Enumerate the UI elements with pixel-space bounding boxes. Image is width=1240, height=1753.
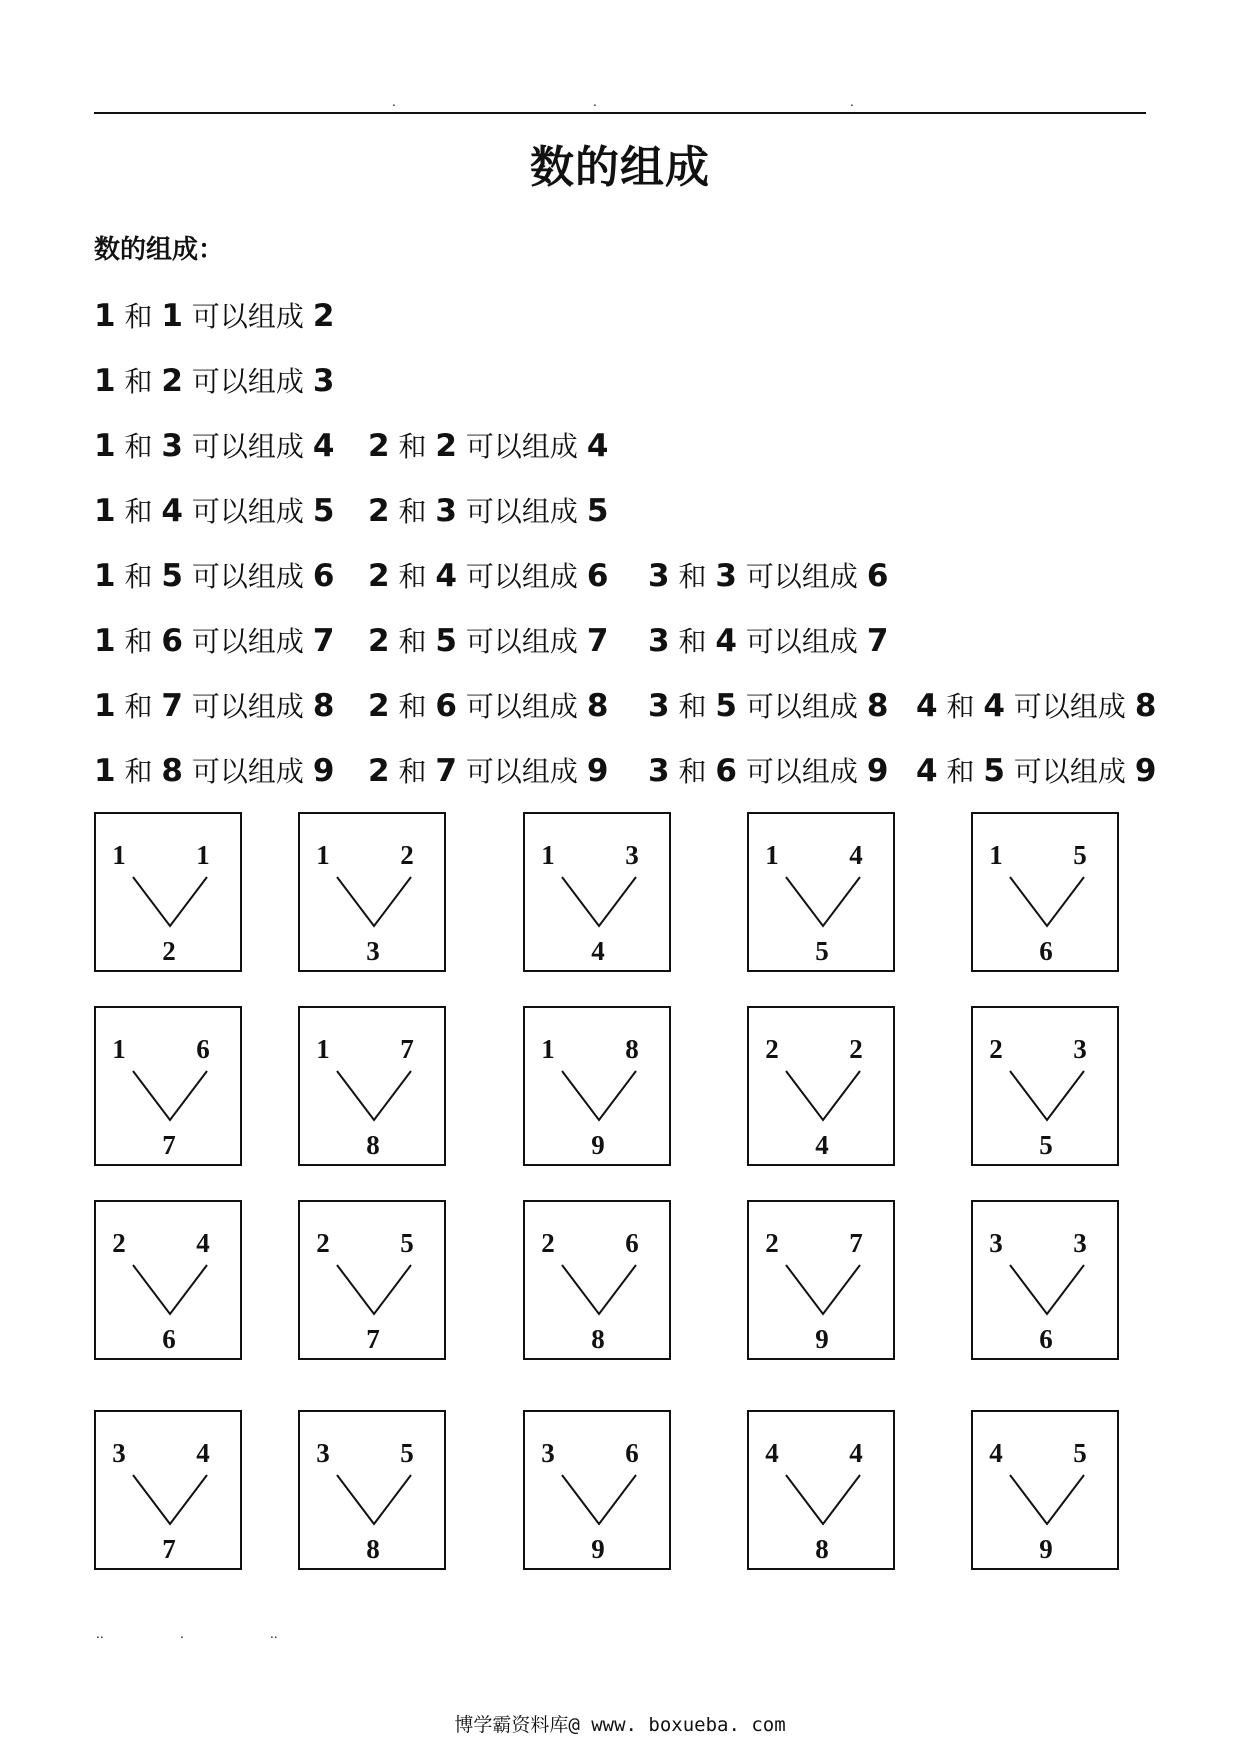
right-number: 4 <box>196 1438 210 1468</box>
combination-item <box>368 491 608 532</box>
addend-b: 5 <box>161 558 183 594</box>
addend-a: 2 <box>368 753 390 789</box>
combination-line <box>94 361 1194 401</box>
word-and: 和 <box>398 495 427 528</box>
combination-item <box>916 686 1156 727</box>
header-rule <box>94 112 1146 114</box>
right-number: 4 <box>849 840 863 870</box>
sum: 7 <box>312 623 335 659</box>
combination-line <box>94 686 1194 726</box>
addend-b: 7 <box>161 688 183 724</box>
addend-a: 2 <box>368 558 390 594</box>
left-number: 2 <box>765 1034 779 1064</box>
split-v-line <box>337 877 411 926</box>
word-and: 和 <box>678 755 707 788</box>
bottom-mark: .. <box>96 1627 104 1641</box>
right-number: 7 <box>400 1034 414 1064</box>
decomposition-box <box>94 812 242 972</box>
bottom-mark: .. <box>270 1627 278 1641</box>
decomposition-box <box>298 1410 446 1570</box>
left-number: 2 <box>989 1034 1003 1064</box>
word-can-compose: 可以组成 <box>1013 755 1126 788</box>
decomposition-box <box>298 1200 446 1360</box>
addend-b: 5 <box>983 753 1005 789</box>
split-v-line <box>133 877 207 926</box>
decomposition-box <box>747 1200 895 1360</box>
word-and: 和 <box>398 755 427 788</box>
split-lines <box>561 876 637 928</box>
word-can-compose: 可以组成 <box>1013 690 1126 723</box>
right-number: 3 <box>1073 1228 1087 1258</box>
split-lines <box>336 876 412 928</box>
decomposition-box <box>94 1200 242 1360</box>
left-number: 3 <box>112 1438 126 1468</box>
decomposition-box <box>298 1006 446 1166</box>
decomposition-box <box>747 1410 895 1570</box>
word-can-compose: 可以组成 <box>191 300 304 333</box>
sum: 5 <box>586 493 609 529</box>
footer-watermark: 博学霸资料库@ www. boxueba. com <box>454 1714 786 1736</box>
decomposition-box <box>523 1200 671 1360</box>
combination-line <box>94 296 1194 336</box>
split-lines <box>132 1070 208 1122</box>
addend-b: 5 <box>435 623 457 659</box>
word-can-compose: 可以组成 <box>191 755 304 788</box>
sum: 2 <box>312 298 335 334</box>
word-can-compose: 可以组成 <box>191 690 304 723</box>
sum: 8 <box>312 688 335 724</box>
decomposition-box <box>523 1006 671 1166</box>
word-and: 和 <box>678 690 707 723</box>
split-lines <box>132 876 208 928</box>
total-number: 6 <box>1039 936 1053 966</box>
addend-a: 3 <box>648 623 670 659</box>
total-number: 8 <box>366 1534 380 1564</box>
addend-a: 1 <box>94 753 116 789</box>
split-v-line <box>562 1071 636 1120</box>
right-number: 7 <box>849 1228 863 1258</box>
combination-item <box>368 621 608 662</box>
combination-line <box>94 556 1194 596</box>
sum: 9 <box>312 753 335 789</box>
left-number: 2 <box>112 1228 126 1258</box>
word-can-compose: 可以组成 <box>465 495 578 528</box>
word-can-compose: 可以组成 <box>465 755 578 788</box>
right-number: 3 <box>1073 1034 1087 1064</box>
sum: 7 <box>866 623 889 659</box>
right-number: 2 <box>849 1034 863 1064</box>
word-and: 和 <box>678 625 707 658</box>
split-v-line <box>133 1071 207 1120</box>
addend-a: 1 <box>94 558 116 594</box>
word-can-compose: 可以组成 <box>191 495 304 528</box>
addend-a: 2 <box>368 493 390 529</box>
right-number: 5 <box>1073 840 1087 870</box>
right-number: 4 <box>849 1438 863 1468</box>
sum: 9 <box>866 753 889 789</box>
left-number: 1 <box>765 840 779 870</box>
word-and: 和 <box>398 560 427 593</box>
decomposition-box <box>971 1200 1119 1360</box>
split-lines <box>1009 1474 1085 1526</box>
split-lines <box>132 1474 208 1526</box>
split-v-line <box>786 1475 860 1524</box>
left-number: 1 <box>112 1034 126 1064</box>
sum: 7 <box>586 623 609 659</box>
combination-line <box>94 491 1194 531</box>
word-and: 和 <box>124 690 153 723</box>
combination-item <box>368 426 608 467</box>
left-number: 4 <box>765 1438 779 1468</box>
split-v-line <box>133 1265 207 1314</box>
page-title: 数的组成 <box>530 142 710 193</box>
addend-b: 3 <box>435 493 457 529</box>
sum: 3 <box>312 363 335 399</box>
header-dot: . <box>392 95 396 109</box>
split-v-line <box>786 1071 860 1120</box>
addend-b: 6 <box>715 753 737 789</box>
decomposition-box <box>523 1410 671 1570</box>
right-number: 4 <box>196 1228 210 1258</box>
combination-item <box>94 361 334 402</box>
left-number: 2 <box>316 1228 330 1258</box>
word-can-compose: 可以组成 <box>191 560 304 593</box>
total-number: 7 <box>162 1534 176 1564</box>
combination-item <box>94 296 334 337</box>
decomposition-box <box>298 812 446 972</box>
split-lines <box>1009 1070 1085 1122</box>
word-and: 和 <box>124 625 153 658</box>
split-v-line <box>562 877 636 926</box>
word-and: 和 <box>124 365 153 398</box>
word-can-compose: 可以组成 <box>745 625 858 658</box>
split-v-line <box>562 1265 636 1314</box>
total-number: 5 <box>1039 1130 1053 1160</box>
total-number: 8 <box>366 1130 380 1160</box>
addend-b: 5 <box>715 688 737 724</box>
left-number: 3 <box>541 1438 555 1468</box>
left-number: 1 <box>112 840 126 870</box>
header-dot: . <box>850 95 854 109</box>
sum: 8 <box>1134 688 1157 724</box>
split-v-line <box>337 1265 411 1314</box>
word-can-compose: 可以组成 <box>191 365 304 398</box>
combination-item <box>648 556 888 597</box>
combination-item <box>94 556 334 597</box>
addend-a: 2 <box>368 623 390 659</box>
sum: 9 <box>1134 753 1157 789</box>
word-can-compose: 可以组成 <box>465 430 578 463</box>
total-number: 8 <box>815 1534 829 1564</box>
addend-a: 1 <box>94 298 116 334</box>
right-number: 6 <box>625 1438 639 1468</box>
left-number: 1 <box>316 840 330 870</box>
total-number: 7 <box>162 1130 176 1160</box>
decomposition-box <box>971 812 1119 972</box>
decomposition-box <box>94 1410 242 1570</box>
addend-b: 3 <box>715 558 737 594</box>
combination-item <box>94 686 334 727</box>
split-lines <box>132 1264 208 1316</box>
decomposition-box <box>747 812 895 972</box>
addend-a: 2 <box>368 688 390 724</box>
total-number: 8 <box>591 1324 605 1354</box>
addend-b: 6 <box>435 688 457 724</box>
addend-a: 4 <box>916 688 938 724</box>
split-lines <box>785 1264 861 1316</box>
right-number: 8 <box>625 1034 639 1064</box>
total-number: 9 <box>1039 1534 1053 1564</box>
word-can-compose: 可以组成 <box>745 560 858 593</box>
split-v-line <box>1010 1475 1084 1524</box>
split-lines <box>336 1070 412 1122</box>
decomposition-box <box>94 1006 242 1166</box>
right-number: 5 <box>400 1228 414 1258</box>
split-v-line <box>562 1475 636 1524</box>
left-number: 3 <box>316 1438 330 1468</box>
right-number: 2 <box>400 840 414 870</box>
decomposition-box <box>523 812 671 972</box>
split-v-line <box>1010 1071 1084 1120</box>
left-number: 1 <box>541 840 555 870</box>
right-number: 5 <box>400 1438 414 1468</box>
addend-b: 4 <box>983 688 1005 724</box>
decomposition-box <box>971 1006 1119 1166</box>
word-and: 和 <box>124 560 153 593</box>
combination-item <box>94 491 334 532</box>
addend-a: 4 <box>916 753 938 789</box>
combination-item <box>94 426 334 467</box>
combination-item <box>368 686 608 727</box>
combination-item <box>648 621 888 662</box>
word-can-compose: 可以组成 <box>745 690 858 723</box>
total-number: 9 <box>591 1130 605 1160</box>
addend-b: 1 <box>161 298 183 334</box>
total-number: 9 <box>815 1324 829 1354</box>
word-and: 和 <box>124 495 153 528</box>
total-number: 2 <box>162 936 176 966</box>
split-v-line <box>786 877 860 926</box>
sum: 4 <box>586 428 609 464</box>
combination-item <box>648 751 888 792</box>
split-lines <box>561 1474 637 1526</box>
sum: 6 <box>866 558 889 594</box>
word-and: 和 <box>398 430 427 463</box>
addend-b: 2 <box>161 363 183 399</box>
split-lines <box>561 1264 637 1316</box>
sum: 6 <box>312 558 335 594</box>
split-lines <box>336 1474 412 1526</box>
word-can-compose: 可以组成 <box>465 560 578 593</box>
addend-a: 2 <box>368 428 390 464</box>
word-can-compose: 可以组成 <box>191 430 304 463</box>
word-and: 和 <box>398 690 427 723</box>
section-subtitle: 数的组成： <box>94 235 225 265</box>
combination-item <box>368 556 608 597</box>
total-number: 6 <box>162 1324 176 1354</box>
combination-line <box>94 751 1194 791</box>
left-number: 1 <box>316 1034 330 1064</box>
sum: 5 <box>312 493 335 529</box>
combination-line <box>94 426 1194 466</box>
decomposition-box <box>971 1410 1119 1570</box>
addend-a: 3 <box>648 688 670 724</box>
split-lines <box>785 1070 861 1122</box>
combination-item <box>94 751 334 792</box>
total-number: 6 <box>1039 1324 1053 1354</box>
split-lines <box>785 1474 861 1526</box>
split-lines <box>336 1264 412 1316</box>
split-lines <box>785 876 861 928</box>
decomposition-box <box>747 1006 895 1166</box>
sum: 4 <box>312 428 335 464</box>
right-number: 6 <box>196 1034 210 1064</box>
addend-a: 3 <box>648 753 670 789</box>
split-lines <box>1009 876 1085 928</box>
split-v-line <box>786 1265 860 1314</box>
sum: 8 <box>586 688 609 724</box>
header-dot: . <box>593 95 597 109</box>
left-number: 2 <box>765 1228 779 1258</box>
word-and: 和 <box>398 625 427 658</box>
combination-item <box>368 751 608 792</box>
addend-b: 7 <box>435 753 457 789</box>
right-number: 5 <box>1073 1438 1087 1468</box>
bottom-mark: . <box>180 1627 184 1641</box>
total-number: 3 <box>366 936 380 966</box>
left-number: 3 <box>989 1228 1003 1258</box>
combination-item <box>916 751 1156 792</box>
split-v-line <box>1010 877 1084 926</box>
word-and: 和 <box>124 430 153 463</box>
total-number: 7 <box>366 1324 380 1354</box>
split-lines <box>1009 1264 1085 1316</box>
addend-a: 1 <box>94 623 116 659</box>
word-can-compose: 可以组成 <box>191 625 304 658</box>
split-v-line <box>337 1071 411 1120</box>
split-v-line <box>1010 1265 1084 1314</box>
word-and: 和 <box>678 560 707 593</box>
total-number: 9 <box>591 1534 605 1564</box>
addend-b: 4 <box>161 493 183 529</box>
addend-b: 2 <box>435 428 457 464</box>
word-and: 和 <box>124 755 153 788</box>
left-number: 1 <box>989 840 1003 870</box>
addend-b: 3 <box>161 428 183 464</box>
left-number: 1 <box>541 1034 555 1064</box>
combination-item <box>94 621 334 662</box>
addend-a: 3 <box>648 558 670 594</box>
addend-b: 4 <box>715 623 737 659</box>
word-and: 和 <box>124 300 153 333</box>
word-can-compose: 可以组成 <box>745 755 858 788</box>
total-number: 4 <box>591 936 605 966</box>
split-lines <box>561 1070 637 1122</box>
split-v-line <box>337 1475 411 1524</box>
total-number: 4 <box>815 1130 829 1160</box>
sum: 8 <box>866 688 889 724</box>
split-v-line <box>133 1475 207 1524</box>
combination-line <box>94 621 1194 661</box>
addend-b: 8 <box>161 753 183 789</box>
sum: 9 <box>586 753 609 789</box>
word-and: 和 <box>946 755 975 788</box>
addend-b: 4 <box>435 558 457 594</box>
right-number: 1 <box>196 840 210 870</box>
addend-a: 1 <box>94 363 116 399</box>
sum: 6 <box>586 558 609 594</box>
combination-item <box>648 686 888 727</box>
word-can-compose: 可以组成 <box>465 625 578 658</box>
addend-a: 1 <box>94 428 116 464</box>
addend-b: 6 <box>161 623 183 659</box>
left-number: 4 <box>989 1438 1003 1468</box>
left-number: 2 <box>541 1228 555 1258</box>
right-number: 3 <box>625 840 639 870</box>
right-number: 6 <box>625 1228 639 1258</box>
word-can-compose: 可以组成 <box>465 690 578 723</box>
word-and: 和 <box>946 690 975 723</box>
total-number: 5 <box>815 936 829 966</box>
addend-a: 1 <box>94 688 116 724</box>
addend-a: 1 <box>94 493 116 529</box>
